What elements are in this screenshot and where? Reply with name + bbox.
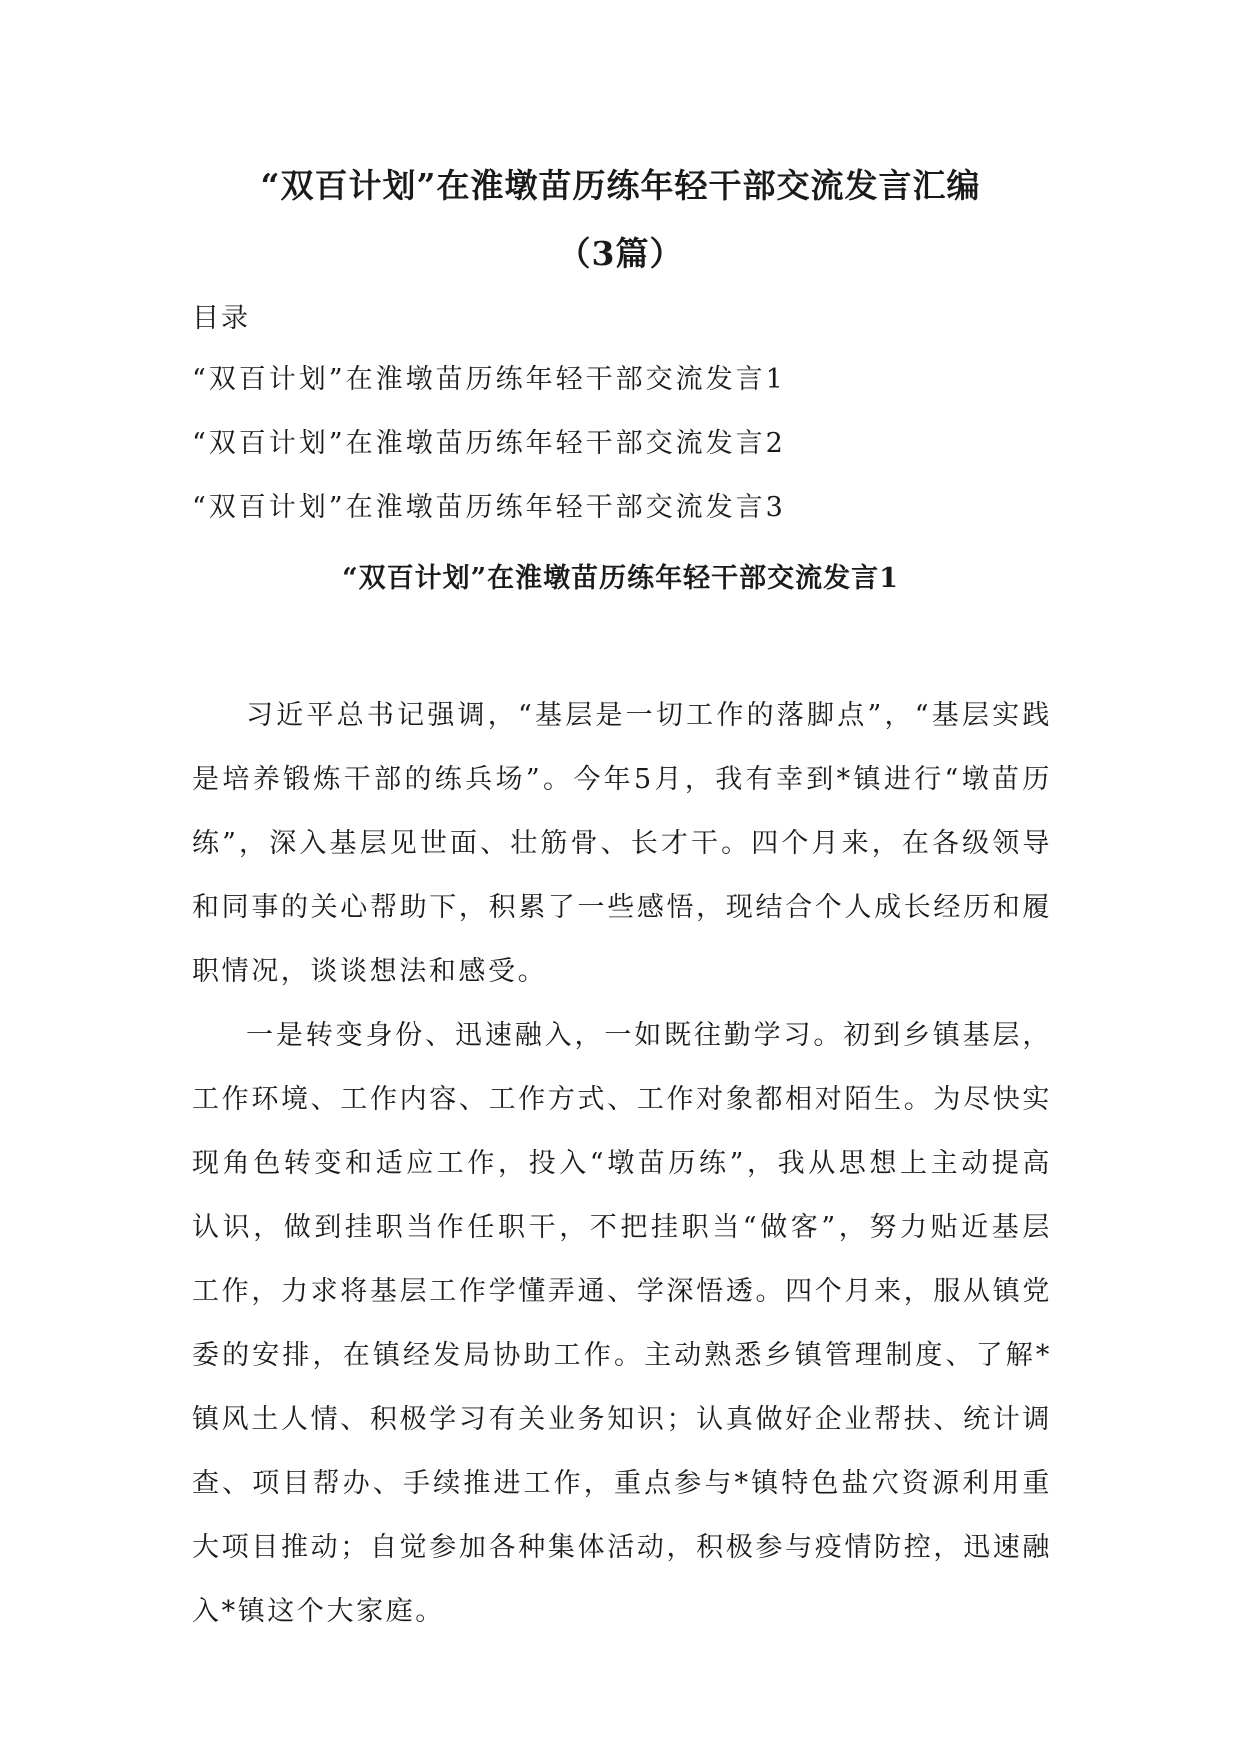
toc-item[interactable]: “双百计划”在淮墩苗历练年轻干部交流发言1 xyxy=(192,364,786,395)
document-title: “双百计划”在淮墩苗历练年轻干部交流发言汇编 xyxy=(260,166,981,205)
section-title: “双百计划”在淮墩苗历练年轻干部交流发言1 xyxy=(342,563,899,594)
body-paragraph: 习近平总书记强调，“基层是一切工作的落脚点”，“基层实践是培养锻炼干部的练兵场”。今年5月，我有幸到*镇进行“墩苗历练”，深入基层见世面、壮筋骨、长才干。四个月来，在各级领导和同事的关心帮助下，积累了一些感悟，现结合个人成长经历和履职情况，谈谈想法和感受。 xyxy=(192,700,1052,987)
table-of-contents xyxy=(192,360,786,552)
document-subtitle: （3篇） xyxy=(557,234,684,273)
body-paragraph: 一是转变身份、迅速融入，一如既往勤学习。初到乡镇基层，工作环境、工作内容、工作方式、工作对象都相对陌生。为尽快实现角色转变和适应工作，投入“墩苗历练”，我从思想上主动提高认识，做到挂职当作任职干，不把挂职当“做客”，努力贴近基层工作，力求将基层工作学懂弄通、学深悟透。四个月来，服从镇党委的安排，在镇经发局协助工作。主动熟悉乡镇管理制度、了解*镇风土人情、积极学习有关业务知识；认真做好企业帮扶、统计调查、项目帮办、手续推进工作，重点参与*镇特色盐穴资源利用重大项目推动；自觉参加各种集体活动，积极参与疫情防控，迅速融入*镇这个大家庭。 xyxy=(192,1020,1052,1627)
toc-heading: 目录 xyxy=(192,303,250,334)
toc-item[interactable]: “双百计划”在淮墩苗历练年轻干部交流发言3 xyxy=(192,492,786,523)
section-body xyxy=(192,684,1052,1644)
toc-item[interactable]: “双百计划”在淮墩苗历练年轻干部交流发言2 xyxy=(192,428,786,459)
